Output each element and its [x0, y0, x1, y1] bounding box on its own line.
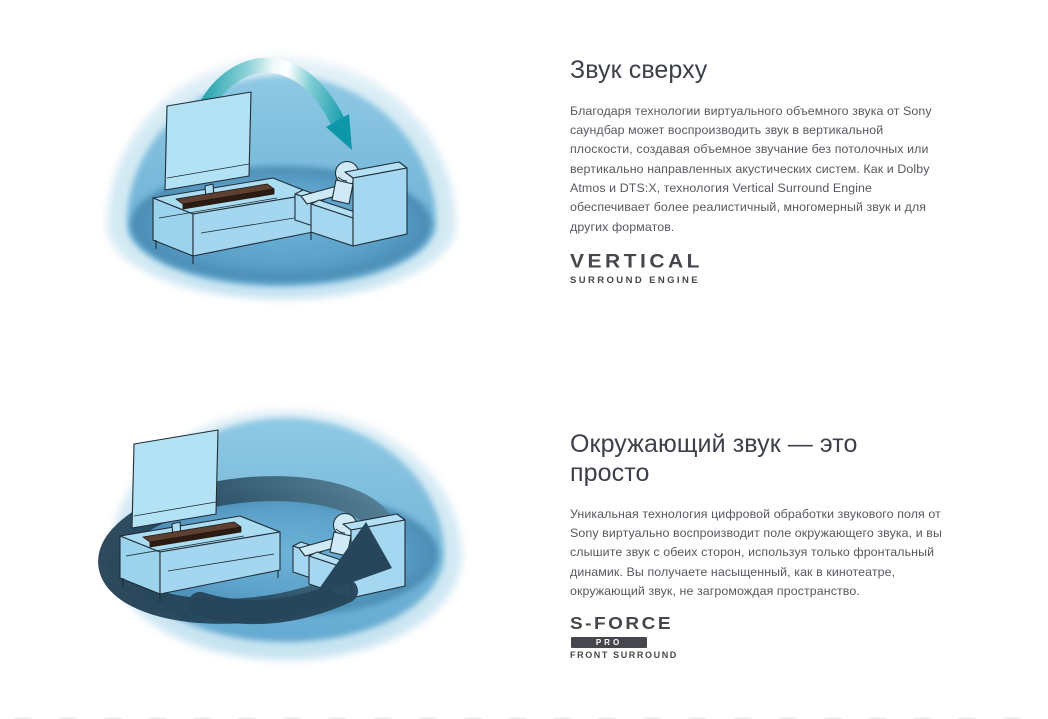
page-bottom-peek [0, 710, 1048, 719]
section-body: Благодаря технологии виртуального объемного звука от Sony саундбар может воспроизводить звук в вертикальной плоскости, создавая объемное звучание без потолочных или вертикально направленных акустических систем. Как и Dolby Atmos и DTS:X, технология Vertical Surround Engine обеспечивает более реалистичный, многомерный звук и для других форматов. [570, 103, 932, 234]
logo-wordmark: S-FORCE [570, 614, 673, 634]
section-front-surround [570, 430, 942, 660]
section-body: Уникальная технология цифровой обработки звукового поля от Sony виртуально воспроизводит поле окружающего звука, и вы слышите звук с обеих сторон, используя только фронтальный динамик. Вы получаете насыщенный, как в кинотеатре, окружающий звук, не загромождая пространство. [570, 506, 942, 598]
front-surround-illustration [50, 392, 510, 672]
section-title: Звук сверху [570, 56, 708, 84]
vertical-surround-dome-graphic [55, 28, 475, 308]
logo-subtext: FRONT SURROUND [570, 650, 678, 661]
section-title: Окружающий звук — это просто [570, 430, 858, 487]
s-force-pro-front-surround-logo [570, 615, 678, 660]
logo-pro-badge [571, 637, 647, 648]
logo-pro-badge-text: PRO [595, 638, 623, 648]
logo-wordmark: VERTICAL [570, 251, 703, 273]
vertical-surround-illustration [55, 28, 475, 308]
section-vertical-surround [570, 56, 942, 286]
logo-subtext: SURROUND ENGINE [570, 275, 700, 287]
front-surround-dome-graphic [50, 392, 510, 672]
vertical-surround-engine-logo [570, 252, 942, 286]
